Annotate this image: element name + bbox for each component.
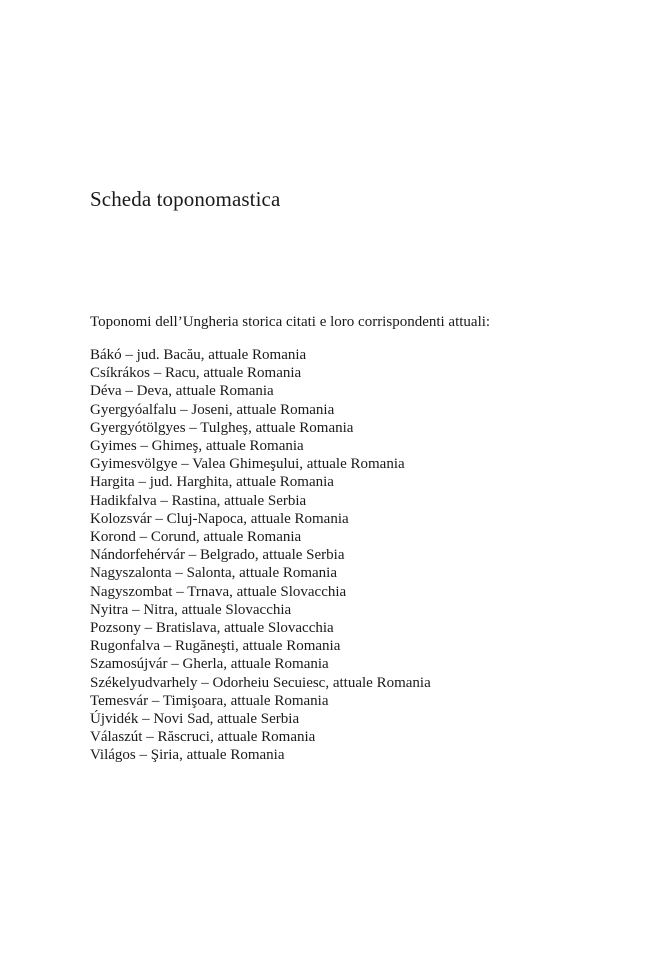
list-item: Rugonfalva – Rugăneşti, attuale Romania	[90, 638, 341, 655]
list-item: Bákó – jud. Bacău, attuale Romania	[90, 347, 307, 363]
list-item: Világos – Şiria, attuale Romania	[90, 747, 285, 764]
list-item: Korond – Corund, attuale Romania	[90, 529, 302, 546]
list-item: Hadikfalva – Rastina, attuale Serbia	[90, 492, 307, 509]
list-item: Gyergyótölgyes – Tulgheş, attuale Romania	[90, 419, 354, 436]
list-item: Kolozsvár – Cluj-Napoca, attuale Romania	[90, 510, 349, 527]
page-title: Scheda toponomastica	[90, 187, 281, 211]
toponym-list	[90, 346, 431, 765]
list-item: Szamosújvár – Gherla, attuale Romania	[90, 656, 329, 673]
list-item: Nagyszalonta – Salonta, attuale Romania	[90, 565, 338, 582]
list-item: Déva – Deva, attuale Romania	[90, 383, 274, 400]
list-item: Nándorfehérvár – Belgrado, attuale Serbia	[90, 547, 345, 564]
list-item: Gyimesvölgye – Valea Ghimeşului, attuale Romania	[90, 456, 405, 473]
list-item: Újvidék – Novi Sad, attuale Serbia	[90, 711, 300, 728]
intro-text: Toponomi dell’Ungheria storica citati e loro corrispondenti attuali:	[90, 314, 491, 330]
list-item: Temesvár – Timişoara, attuale Romania	[90, 692, 329, 709]
list-item: Székelyudvarhely – Odorheiu Secuiesc, attuale Romania	[90, 674, 431, 691]
list-item: Hargita – jud. Harghita, attuale Romania	[90, 474, 334, 491]
list-item: Nagyszombat – Trnava, attuale Slovacchia	[90, 583, 347, 600]
list-item: Válaszút – Răscruci, attuale Romania	[90, 729, 316, 746]
list-item: Gyergyóalfalu – Joseni, attuale Romania	[90, 401, 335, 418]
list-item: Pozsony – Bratislava, attuale Slovacchia	[90, 620, 334, 637]
list-item: Csíkrákos – Racu, attuale Romania	[90, 365, 302, 382]
list-item: Nyitra – Nitra, attuale Slovacchia	[90, 601, 292, 618]
list-item: Gyimes – Ghimeş, attuale Romania	[90, 438, 304, 455]
